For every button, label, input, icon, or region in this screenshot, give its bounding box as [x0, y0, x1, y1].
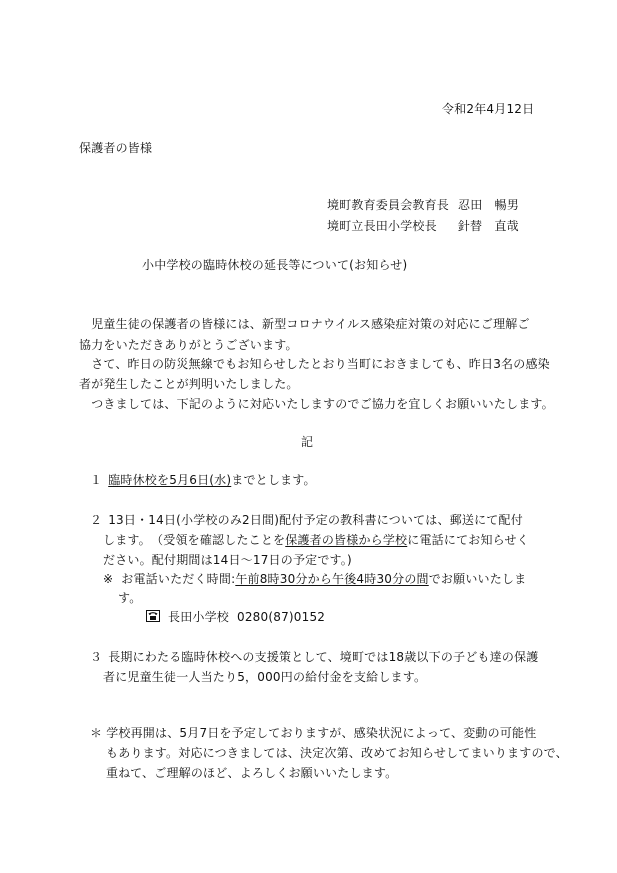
note-mark: ※	[103, 572, 114, 586]
footnote-line-2: もあります。対応につきましては、決定次第、改めてお知らせしてまいりますので、	[106, 746, 568, 760]
phone-number: 0280(87)0152	[237, 610, 326, 624]
item-2-line-1	[90, 512, 523, 528]
footnote-line-1	[90, 725, 536, 741]
note-label: お電話いただく時間:	[121, 572, 236, 586]
call-time-note	[103, 571, 526, 587]
item-2-underlined: 保護者の皆様から学校	[285, 533, 408, 547]
item-3-line-1	[90, 649, 538, 665]
item-1-rest: までとします。	[231, 473, 316, 487]
addressee: 保護者の皆様	[79, 141, 153, 155]
item-2-line-3: ださい。配付期間は14日～17日の予定です。)	[103, 553, 352, 567]
item-1	[90, 472, 316, 488]
footnote-mark: ＊	[90, 726, 103, 740]
item-2-text: に電話にてお知らせく	[407, 533, 529, 547]
sender-school-principal	[327, 218, 519, 234]
item-3-number: ３	[90, 650, 103, 664]
intro-paragraph-2-line-2: 者が発生したことが判明いたしました。	[79, 377, 299, 391]
item-3-text: 長期にわたる臨時休校への支援策として、境町では18歳以下の子ども達の保護	[108, 650, 539, 664]
item-2-number: ２	[90, 513, 103, 527]
sender-name: 針替 直哉	[457, 219, 519, 233]
sender-name: 忍田 暢男	[458, 198, 520, 212]
document-date: 令和2年4月12日	[442, 102, 535, 116]
intro-paragraph-1-line-2: 協力をいただきありがとうございます。	[79, 338, 298, 352]
item-2-text: 13日・14日(小学校のみ2日間)配付予定の教科書については、郵送にて配付	[108, 513, 523, 527]
sender-title: 境町教育委員会教育長	[327, 198, 450, 212]
school-phone	[146, 609, 325, 625]
ki-heading: 記	[301, 435, 314, 449]
call-hours: 午前8時30分から午後4時30分の間	[235, 572, 429, 586]
sender-title: 境町立長田小学校長	[327, 219, 437, 233]
item-2-text: します。 （受領を確認したことを	[103, 533, 286, 547]
call-time-note-line-2: す。	[118, 591, 142, 605]
sender-education-superintendent	[327, 197, 519, 213]
school-name: 長田小学校	[168, 610, 230, 624]
item-3-line-2: 者に児童生徒一人当たり5，000円の給付金を支給します。	[103, 670, 427, 684]
item-1-highlight: 臨時休校を5月6日(水)	[108, 473, 232, 487]
item-1-number: １	[90, 473, 103, 487]
item-2-line-2	[103, 532, 529, 548]
document-title: 小中学校の臨時休校の延長等について(お知らせ)	[142, 258, 408, 272]
telephone-icon	[146, 610, 160, 622]
intro-paragraph-3-line-1: つきましては、下記のように対応いたしますのでご協力を宜しくお願いいたします。	[79, 397, 554, 411]
intro-paragraph-2-line-1: さて、昨日の防災無線でもお知らせしたとおり当町におきましても、昨日3名の感染	[79, 357, 550, 371]
note-text: でお願いいたしま	[428, 572, 527, 586]
footnote-line-3: 重ねて、ご理解のほど、よろしくお願いいたします。	[106, 766, 398, 780]
footnote-text: 学校再開は、5月7日を予定しておりますが、感染状況によって、変動の可能性	[106, 726, 537, 740]
intro-paragraph-1-line-1: 児童生徒の保護者の皆様には、新型コロナウイルス感染症対策の対応にご理解ご	[79, 317, 530, 331]
